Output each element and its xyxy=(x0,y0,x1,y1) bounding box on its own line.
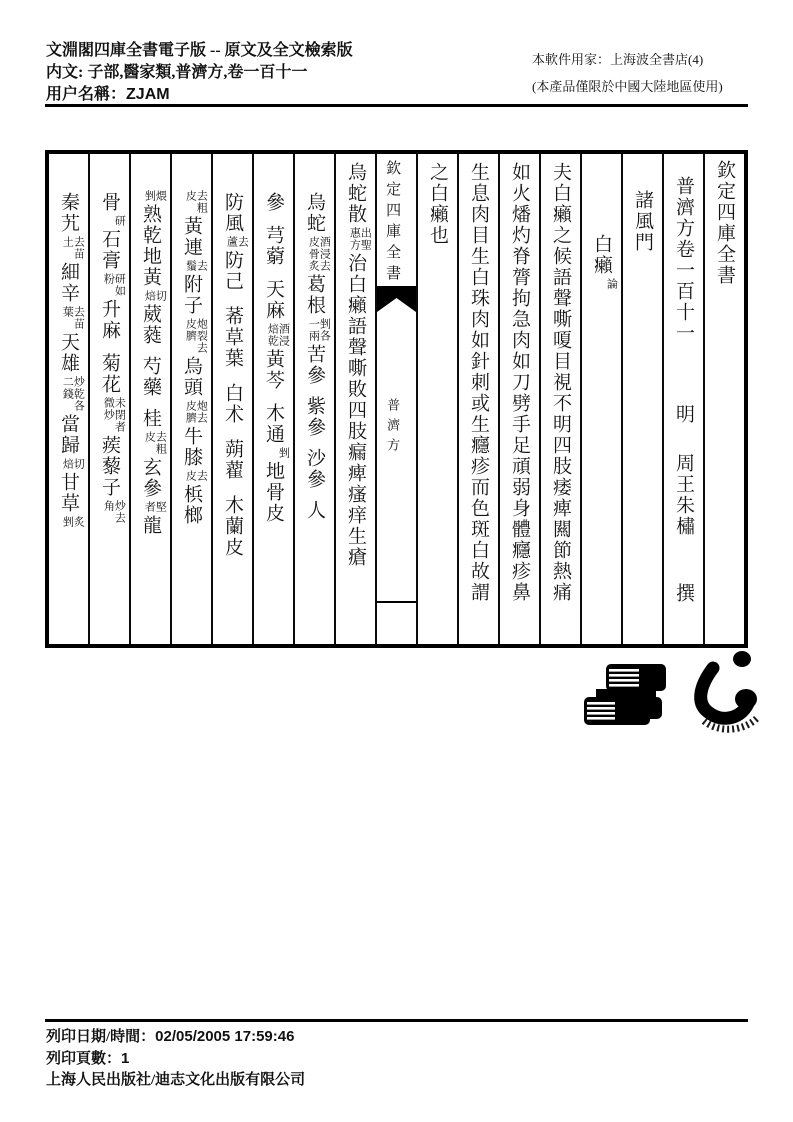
small-annotation: 研 xyxy=(113,215,126,227)
text-run: 人 xyxy=(304,500,325,521)
small-annotation: 去 蘆 xyxy=(225,236,249,248)
user-line xyxy=(46,84,353,106)
print-datetime-line xyxy=(46,1026,305,1048)
small-annotation: 去粗 皮 xyxy=(143,431,167,455)
text-run: 治白癩語聲嘶敗四肢瘺痺瘙痒生瘡 xyxy=(345,253,366,568)
text-run: 烏蛇散 xyxy=(345,162,366,225)
text-run: 周王朱橚 xyxy=(673,453,694,537)
header-left xyxy=(46,40,353,106)
text-run: 白癩 xyxy=(591,234,612,276)
text-run: 烏蛇 xyxy=(304,192,325,234)
text-column-11 xyxy=(295,154,336,644)
small-annotation: 出聖 惠方 xyxy=(348,227,372,251)
text-run: 參 xyxy=(263,192,284,213)
text-column-5 xyxy=(541,154,582,644)
text-column-4 xyxy=(582,154,623,644)
spacer xyxy=(232,425,233,439)
small-annotation: 炙 剉 xyxy=(61,516,85,528)
text-run: 骨 xyxy=(99,192,120,213)
small-annotation: 剉 xyxy=(277,447,290,459)
content-breadcrumb: 内文: 子部,醫家類,普濟方,卷一百十一 xyxy=(46,64,308,81)
text-run: 欽定四庫全書 xyxy=(714,160,735,286)
text-column-7 xyxy=(459,154,500,644)
small-annotation: 炮去 皮臍 xyxy=(184,400,208,424)
text-run: 防己 xyxy=(222,250,243,292)
text-column-6 xyxy=(500,154,541,644)
text-run: 蒴藋 xyxy=(222,439,243,481)
column-divider-line xyxy=(377,601,416,603)
text-run: 普濟方卷一百十一 xyxy=(673,176,694,344)
text-column-2 xyxy=(664,154,705,644)
text-column-16 xyxy=(90,154,131,644)
small-annotation: 酒浸去 皮骨炙 xyxy=(307,236,331,272)
text-column-14 xyxy=(172,154,213,644)
small-annotation: 未閉者 微炒 xyxy=(102,397,126,433)
text-run: 苦參 xyxy=(304,344,325,386)
small-annotation: 研如 粉 xyxy=(102,273,126,297)
licensee-line: 本軟件用家：上海波全書店(4) xyxy=(532,52,704,67)
text-run: 黃芩 xyxy=(263,349,284,391)
text-run: 蒺藜子 xyxy=(99,435,120,498)
text-run: 天麻 xyxy=(263,279,284,321)
small-annotation: 去苗 葉 xyxy=(61,306,85,330)
spacer xyxy=(273,391,274,403)
spacer xyxy=(314,490,315,500)
username-value: ZJAM xyxy=(126,86,170,103)
text-run: 生息肉目生白珠肉如針刺或生癮疹而色斑白故謂 xyxy=(468,162,489,603)
footer-divider-line xyxy=(45,1019,748,1022)
text-run: 地骨皮 xyxy=(263,461,284,524)
text-run: 之白癩也 xyxy=(427,162,448,246)
header-divider-line xyxy=(45,104,748,107)
spacer xyxy=(683,344,684,404)
book-page-frame xyxy=(45,150,748,648)
spacer xyxy=(232,292,233,306)
spacer xyxy=(392,312,393,398)
spacer xyxy=(150,346,151,356)
publisher-line: 上海人民出版社/迪志文化出版有限公司 xyxy=(46,1072,306,1088)
text-run: 芎藭 xyxy=(263,225,284,267)
print-pages-line xyxy=(46,1048,305,1070)
text-column-10 xyxy=(336,154,377,644)
spacer xyxy=(314,386,315,396)
text-run: 玄參 xyxy=(140,457,161,499)
text-column-12 xyxy=(254,154,295,644)
small-annotation: 去 皮 xyxy=(184,470,208,482)
small-annotation: 煨 剉 xyxy=(143,190,167,202)
small-annotation: 剉各 一兩 xyxy=(307,318,331,342)
text-run: 白术 xyxy=(222,383,243,425)
small-annotation: 切 焙 xyxy=(143,290,167,302)
spacer xyxy=(150,398,151,408)
edition-title: 文淵閣四庫全書電子版 -- 原文及全文檢索版 xyxy=(46,42,353,59)
text-run: 石膏 xyxy=(99,229,120,271)
text-column-13 xyxy=(213,154,254,644)
text-run: 如火燔灼脊膂拘急肉如刀劈手足頑弱身體癮疹鼻 xyxy=(509,162,530,603)
spacer xyxy=(273,213,274,225)
text-run: 諸風門 xyxy=(632,190,653,253)
ink-brush-seal-logo xyxy=(680,648,768,743)
print-pages-value: 1 xyxy=(121,1050,130,1067)
small-annotation: 去粗 皮 xyxy=(184,190,208,214)
print-datetime-value: 02/05/2005 17:59:46 xyxy=(155,1028,295,1045)
text-run: 升麻 xyxy=(99,299,120,341)
text-run: 葛根 xyxy=(304,274,325,316)
text-column-8 xyxy=(418,154,459,644)
text-run: 明 xyxy=(673,404,694,425)
text-run: 夫白癩之候語聲嘶嗄目視不明四肢痿痺闗節熱痛 xyxy=(550,162,571,603)
text-run: 黃連 xyxy=(181,216,202,258)
text-run: 烏頭 xyxy=(181,356,202,398)
text-run: 防風 xyxy=(222,192,243,234)
small-annotation: 炮裂去 皮臍 xyxy=(184,318,208,354)
text-column-15 xyxy=(131,154,172,644)
text-run: 葳蕤 xyxy=(140,304,161,346)
text-run: 菊花 xyxy=(99,353,120,395)
text-run: 當歸 xyxy=(58,414,79,456)
text-run: 牛膝 xyxy=(181,426,202,468)
print-pages-label: 列印頁數： xyxy=(46,1051,122,1067)
print-datetime-label: 列印日期/時間： xyxy=(46,1029,156,1045)
small-annotation: 炒去 角 xyxy=(102,500,126,524)
small-annotation: 論 xyxy=(605,278,618,290)
text-run: 莃草葉 xyxy=(222,306,243,369)
text-run: 沙參 xyxy=(304,448,325,490)
spacer xyxy=(683,425,684,453)
spacer xyxy=(314,438,315,448)
text-run: 附子 xyxy=(181,274,202,316)
text-column-3 xyxy=(623,154,664,644)
spacer xyxy=(273,267,274,279)
text-column-17 xyxy=(49,154,90,644)
small-annotation: 去苗 土 xyxy=(61,236,85,260)
text-run: 熟乾地黃 xyxy=(140,204,161,288)
text-run: 秦艽 xyxy=(58,192,79,234)
text-run: 甘草 xyxy=(58,472,79,514)
restriction-line: (本產品僅限於中國大陸地區使用) xyxy=(532,79,723,94)
text-run: 梹榔 xyxy=(181,484,202,526)
user-label: 用户名稱： xyxy=(46,86,127,103)
text-run: 紫參 xyxy=(304,396,325,438)
text-column-9 xyxy=(377,154,418,644)
small-annotation: 炒乾各 二錢 xyxy=(61,376,85,412)
header-right xyxy=(532,46,723,100)
text-column-1 xyxy=(705,154,744,644)
text-run: 桂 xyxy=(140,408,161,429)
text-run: 芍藥 xyxy=(140,356,161,398)
text-run: 天雄 xyxy=(58,332,79,374)
footer xyxy=(46,1026,305,1091)
spacer xyxy=(232,369,233,383)
stacked-books-logo xyxy=(582,662,670,732)
text-run: 木蘭皮 xyxy=(222,495,243,558)
small-annotation: 酒浸 焙乾 xyxy=(266,323,290,347)
spacer xyxy=(392,458,393,601)
spacer xyxy=(683,537,684,583)
logo-row xyxy=(580,648,765,743)
small-annotation: 切 焙 xyxy=(61,458,85,470)
text-run: 細辛 xyxy=(58,262,79,304)
spacer xyxy=(232,481,233,495)
text-run: 木通 xyxy=(263,403,284,445)
text-run: 撰 xyxy=(673,583,694,604)
spacer xyxy=(109,341,110,353)
small-annotation: 堅 者 xyxy=(143,501,167,513)
small-annotation: 去 鬚 xyxy=(184,260,208,272)
text-run: 欽定四庫全書 xyxy=(384,160,401,286)
text-run: 普濟方 xyxy=(385,398,401,458)
fishtail-mark xyxy=(377,286,416,312)
text-run: 龍 xyxy=(140,515,161,536)
